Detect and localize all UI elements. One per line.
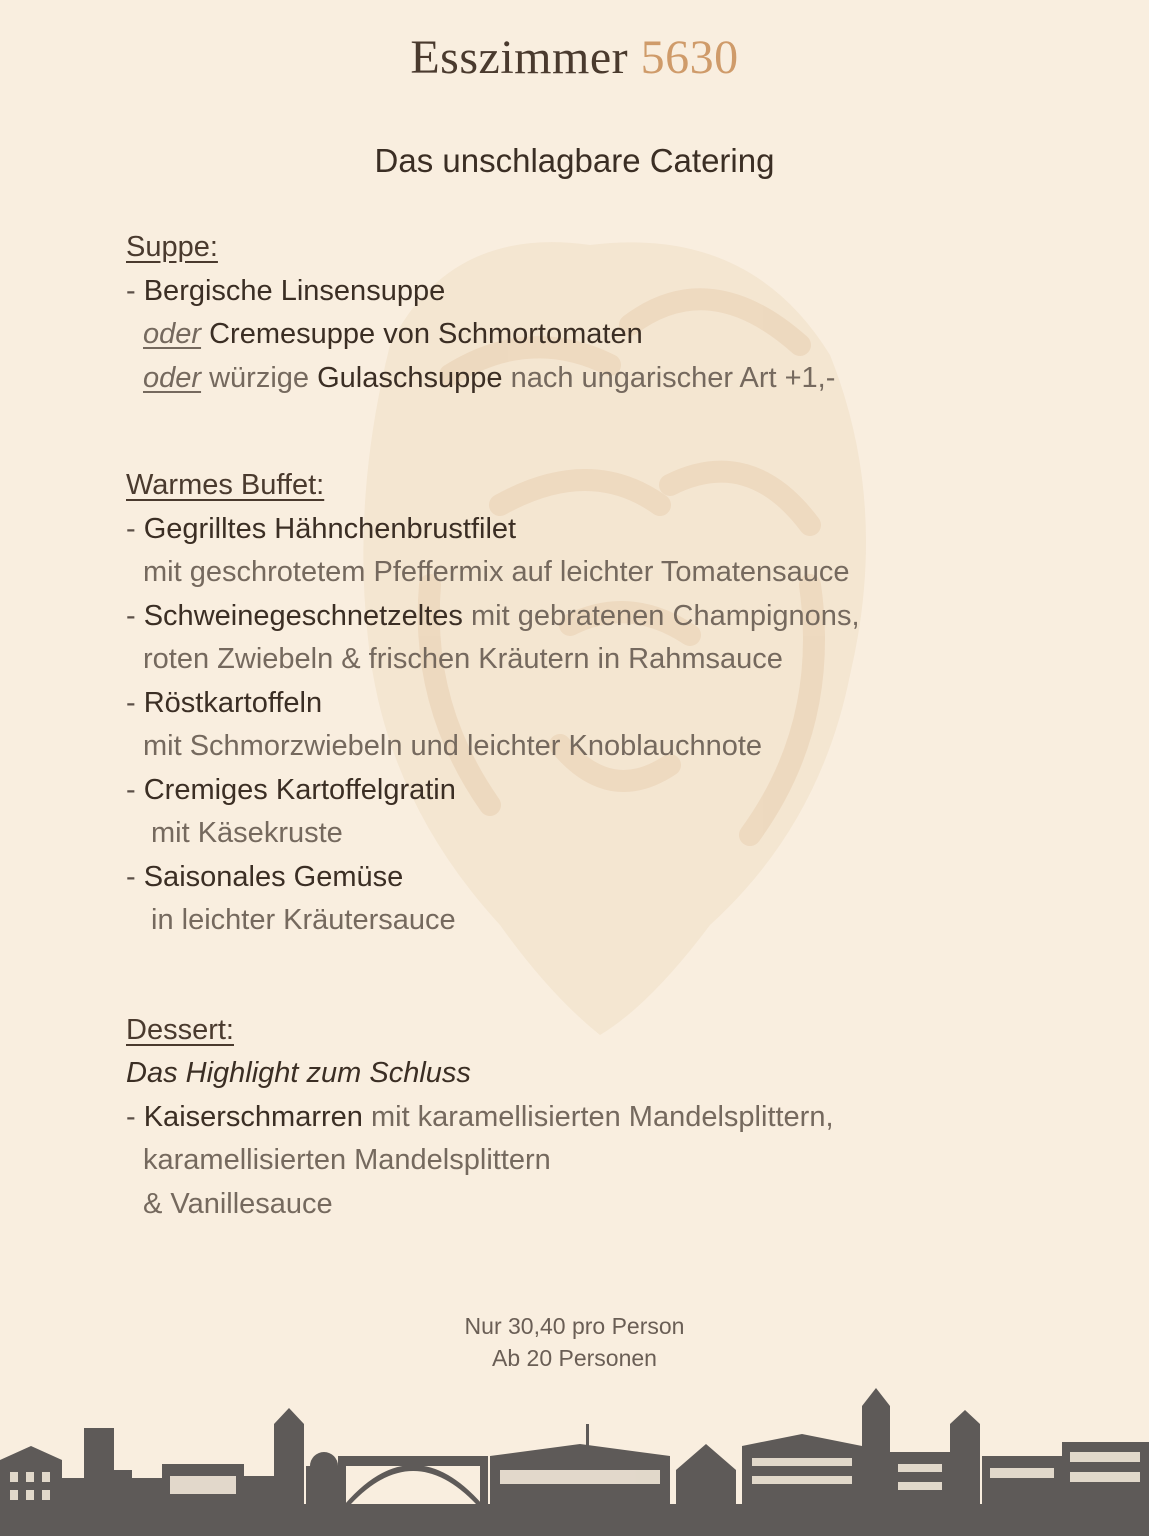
menu-item: [126, 682, 1026, 726]
section-heading-suppe: Suppe:: [126, 231, 218, 263]
menu-item: [126, 769, 1026, 813]
dish-name: Cremiges Kartoffelgratin: [143, 773, 456, 806]
logo-word: Esszimmer: [410, 31, 629, 84]
dish-prefix: würzige: [209, 361, 310, 394]
dish-name: Schweinegeschnetzeltes: [143, 599, 463, 632]
section-heading-dessert: Dessert:: [126, 1013, 234, 1046]
dish-name: Kaiserschmarren: [143, 1100, 363, 1133]
menu-item-alternative: [126, 357, 1026, 401]
logo-number: 5630: [640, 31, 739, 84]
item-dash: -: [126, 599, 144, 632]
dish-description: roten Zwiebeln & frischen Kräutern in Rahmsauce: [143, 643, 783, 675]
dish-description: mit Schmorzwiebeln und leichter Knoblauchnote: [143, 730, 763, 762]
dish-name: Gegrilltes Hähnchenbrustfilet: [143, 512, 517, 545]
dish-description: in leichter Kräutersauce: [151, 904, 456, 936]
dessert-tagline: Das Highlight zum Schluss: [126, 1057, 471, 1089]
minimum-persons: Ab 20 Personen: [492, 1345, 657, 1371]
page-subtitle: Das unschlagbare Catering: [374, 142, 775, 179]
city-skyline-illustration: [0, 1386, 1149, 1536]
price-per-person: Nur 30,40 pro Person: [464, 1313, 685, 1339]
dish-name: Bergische Linsensuppe: [143, 274, 446, 307]
oder-label: oder: [143, 361, 202, 394]
menu-item: [126, 508, 1026, 552]
menu-content: [126, 226, 1026, 1226]
dish-description: mit gebratenen Champignons,: [470, 599, 860, 632]
item-dash: -: [126, 512, 144, 545]
dish-name: Gulaschsuppe: [317, 361, 503, 394]
dish-description: karamellisierten Mandelsplittern: [143, 1144, 551, 1176]
dish-description: mit geschrotetem Pfeffermix auf leichter Tomatensauce: [143, 556, 850, 588]
menu-item: [126, 1096, 1026, 1140]
menu-item: [126, 595, 1026, 639]
item-dash: -: [126, 1100, 144, 1133]
dish-name: Saisonales Gemüse: [143, 860, 404, 893]
item-dash: -: [126, 686, 144, 719]
dish-description: mit karamellisierten Mandelsplittern,: [370, 1100, 834, 1133]
dish-description: nach ungarischer Art +1,-: [510, 361, 836, 394]
menu-item-alternative: [126, 313, 1026, 357]
dish-description: & Vanillesauce: [143, 1187, 333, 1220]
restaurant-logo: [0, 30, 1149, 85]
item-dash: -: [126, 773, 144, 806]
section-heading-buffet: Warmes Buffet:: [126, 469, 325, 501]
pricing-info: [0, 1310, 1149, 1374]
dish-name: Cremesuppe von Schmortomaten: [209, 318, 643, 350]
menu-item: [126, 270, 1026, 314]
dish-name: Röstkartoffeln: [143, 686, 323, 719]
item-dash: -: [126, 274, 144, 307]
item-dash: -: [126, 860, 144, 893]
oder-label: oder: [143, 318, 202, 350]
menu-item: [126, 856, 1026, 900]
dish-description: mit Käsekruste: [151, 817, 343, 849]
